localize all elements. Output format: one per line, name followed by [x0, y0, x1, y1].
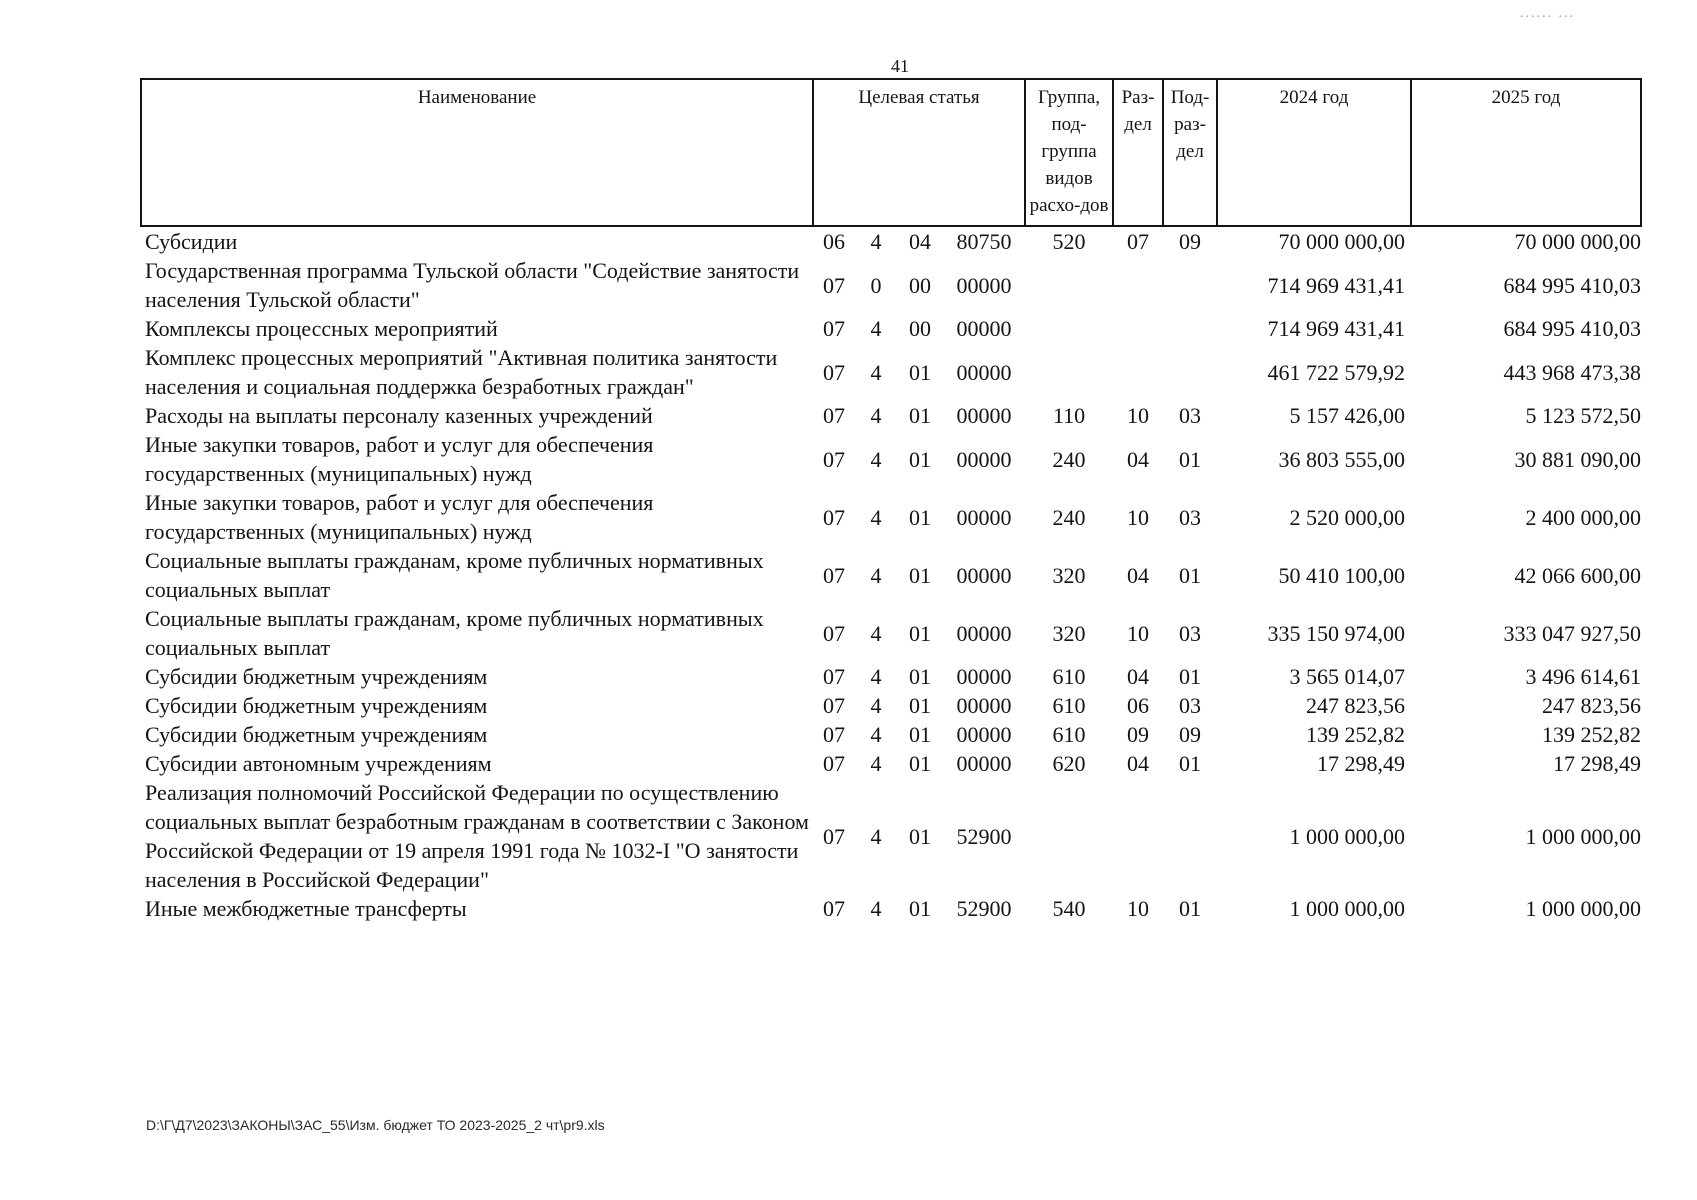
amount-2024: 461 722 579,92: [1267, 359, 1406, 385]
target-code-type: 4: [870, 620, 882, 646]
target-code-program: 07: [823, 403, 845, 428]
amount-2024: 714 969 431,41: [1267, 272, 1406, 298]
amount-2025: 684 995 410,03: [1503, 316, 1642, 341]
target-code-type: 4: [870, 229, 882, 254]
amount-2025: 443 968 473,38: [1503, 359, 1642, 385]
amount-2024: 36 803 555,00: [1278, 446, 1406, 472]
table-row: [141, 778, 1641, 894]
target-code-direction: 52900: [956, 896, 1012, 921]
target-code-type: 4: [870, 403, 882, 428]
target-code-direction: 00000: [956, 751, 1012, 776]
expense-group: 540: [1052, 896, 1086, 921]
amount-2024: 714 969 431,41: [1267, 316, 1406, 341]
target-code-program: 07: [823, 823, 845, 849]
target-code-program: 07: [823, 272, 845, 298]
page-number: 41: [891, 56, 909, 76]
target-code-program: 07: [823, 693, 845, 718]
header-name: Наименование: [141, 79, 813, 226]
target-code-subprogram: 01: [909, 562, 931, 588]
target-code-program: 07: [823, 722, 845, 747]
expense-group: 620: [1052, 751, 1086, 776]
amount-2024: 2 520 000,00: [1289, 504, 1406, 530]
section: 10: [1127, 403, 1150, 428]
target-code-program: 07: [823, 504, 845, 530]
table-row: [141, 894, 1641, 923]
amount-2025: 139 252,82: [1542, 722, 1642, 747]
section: [1113, 343, 1163, 401]
row-name: Комплексы процессных мероприятий: [145, 316, 498, 341]
table-row: [141, 546, 1641, 604]
target-code-type: 4: [870, 722, 882, 747]
target-code-subprogram: 01: [909, 896, 931, 921]
target-code-type: 4: [870, 751, 882, 776]
target-code-subprogram: 01: [909, 693, 931, 718]
target-code-direction: 00000: [956, 359, 1012, 385]
section: [1113, 778, 1163, 894]
row-name: Социальные выплаты гражданам, кроме публичных нормативных социальных выплат: [145, 606, 764, 660]
row-name: Социальные выплаты гражданам, кроме публичных нормативных социальных выплат: [145, 548, 764, 602]
top-corner-mark: ...... ...: [1520, 6, 1575, 21]
amount-2024: 335 150 974,00: [1267, 620, 1406, 646]
section: 10: [1127, 504, 1150, 530]
section: 10: [1127, 620, 1150, 646]
header-section: Раз-дел: [1113, 79, 1163, 226]
section: [1113, 256, 1163, 314]
target-code-subprogram: 01: [909, 620, 931, 646]
target-code-direction: 00000: [956, 504, 1012, 530]
subsection: 03: [1179, 693, 1202, 718]
header-year-2024: 2024 год: [1217, 79, 1411, 226]
target-code-type: 4: [870, 504, 882, 530]
expense-group: [1025, 314, 1113, 343]
header-subsection: Под-раз-дел: [1163, 79, 1217, 226]
target-code-type: 4: [870, 316, 882, 341]
amount-2025: 5 123 572,50: [1525, 403, 1642, 428]
target-code-direction: 00000: [956, 664, 1012, 689]
amount-2024: 50 410 100,00: [1278, 562, 1406, 588]
amount-2025: 17 298,49: [1553, 751, 1642, 776]
table-row: [141, 720, 1641, 749]
section: 10: [1127, 896, 1150, 921]
subsection: [1163, 343, 1217, 401]
amount-2025: 684 995 410,03: [1503, 272, 1642, 298]
row-name: Реализация полномочий Российской Федерации по осуществлению социальных выплат безработным гражданам в соответствии с Законом Российской Федерации от 19 апреля 1991 года № 1032-I "О занятости населения в Российской Федерации": [145, 780, 809, 892]
subsection: 01: [1179, 751, 1202, 776]
amount-2024: 139 252,82: [1306, 722, 1406, 747]
row-name: Государственная программа Тульской области "Содействие занятости населения Тульской области": [145, 258, 800, 312]
amount-2024: 3 565 014,07: [1289, 664, 1406, 689]
target-code-program: 07: [823, 896, 845, 921]
target-code-direction: 00000: [956, 316, 1012, 341]
table-row: [141, 226, 1641, 256]
target-code-direction: 00000: [956, 403, 1012, 428]
amount-2025: 1 000 000,00: [1525, 823, 1642, 849]
subsection: [1163, 778, 1217, 894]
row-name: Иные межбюджетные трансферты: [145, 896, 467, 921]
target-code-type: 4: [870, 823, 882, 849]
expense-group: 320: [1052, 620, 1086, 646]
section: 04: [1127, 664, 1150, 689]
table-row: [141, 314, 1641, 343]
amount-2025: 1 000 000,00: [1525, 896, 1642, 921]
target-code-program: 07: [823, 620, 845, 646]
target-code-type: 4: [870, 664, 882, 689]
target-code-direction: 00000: [956, 562, 1012, 588]
amount-2024: 247 823,56: [1306, 693, 1406, 718]
subsection: 03: [1179, 620, 1202, 646]
row-name: Субсидии автономным учреждениям: [145, 751, 492, 776]
target-code-type: 4: [870, 693, 882, 718]
amount-2025: 70 000 000,00: [1514, 229, 1642, 254]
target-code-type: 0: [870, 272, 882, 298]
subsection: 09: [1179, 722, 1202, 747]
target-code-type: 4: [870, 562, 882, 588]
section: 06: [1127, 693, 1150, 718]
amount-2024: 70 000 000,00: [1278, 229, 1406, 254]
target-code-direction: 00000: [956, 620, 1012, 646]
target-code-program: 07: [823, 751, 845, 776]
target-code-type: 4: [870, 896, 882, 921]
section: 04: [1127, 562, 1150, 588]
subsection: 03: [1179, 403, 1202, 428]
section: [1113, 314, 1163, 343]
subsection: 09: [1179, 229, 1202, 254]
row-name: Комплекс процессных мероприятий "Активная политика занятости населения и социальная поддержка безработных граждан": [145, 345, 778, 399]
table-row: [141, 749, 1641, 778]
expense-group: 320: [1052, 562, 1086, 588]
table-row: [141, 488, 1641, 546]
target-code-type: 4: [870, 446, 882, 472]
amount-2025: 42 066 600,00: [1514, 562, 1642, 588]
header-target-article: Целевая статья: [813, 79, 1025, 226]
expense-group: 610: [1052, 664, 1086, 689]
amount-2025: 247 823,56: [1542, 693, 1642, 718]
target-code-subprogram: 01: [909, 446, 931, 472]
target-code-type: 4: [870, 359, 882, 385]
subsection: [1163, 256, 1217, 314]
amount-2024: 17 298,49: [1317, 751, 1406, 776]
subsection: 01: [1179, 664, 1202, 689]
row-name: Субсидии: [145, 229, 238, 254]
target-code-direction: 52900: [956, 823, 1012, 849]
section: 04: [1127, 446, 1150, 472]
target-code-subprogram: 00: [909, 272, 931, 298]
target-code-program: 07: [823, 562, 845, 588]
target-code-subprogram: 01: [909, 664, 931, 689]
row-name: Иные закупки товаров, работ и услуг для обеспечения государственных (муниципальных) нужд: [145, 432, 654, 486]
table-body: [141, 226, 1641, 923]
section: 04: [1127, 751, 1150, 776]
target-code-subprogram: 04: [909, 229, 931, 254]
amount-2025: 3 496 614,61: [1525, 664, 1642, 689]
table-row: [141, 401, 1641, 430]
row-name: Расходы на выплаты персоналу казенных учреждений: [145, 403, 653, 428]
subsection: 01: [1179, 446, 1202, 472]
subsection: 03: [1179, 504, 1202, 530]
expense-group: [1025, 778, 1113, 894]
target-code-subprogram: 01: [909, 359, 931, 385]
target-code-program: 06: [823, 229, 845, 254]
section: 07: [1127, 229, 1150, 254]
table-row: [141, 662, 1641, 691]
target-code-subprogram: 01: [909, 504, 931, 530]
table-row: [141, 691, 1641, 720]
target-code-direction: 80750: [956, 229, 1012, 254]
amount-2025: 2 400 000,00: [1525, 504, 1642, 530]
expense-group: 240: [1052, 446, 1086, 472]
target-code-direction: 00000: [956, 446, 1012, 472]
row-name: Субсидии бюджетным учреждениям: [145, 693, 488, 718]
header-expense-group: Группа, под-группа видов расхо-дов: [1025, 79, 1113, 226]
amount-2024: 1 000 000,00: [1289, 823, 1406, 849]
target-code-subprogram: 01: [909, 403, 931, 428]
target-code-subprogram: 01: [909, 751, 931, 776]
budget-table: [140, 78, 1642, 923]
amount-2024: 5 157 426,00: [1289, 403, 1406, 428]
header-year-2025: 2025 год: [1411, 79, 1641, 226]
expense-group: 240: [1052, 504, 1086, 530]
target-code-program: 07: [823, 359, 845, 385]
row-name: Субсидии бюджетным учреждениям: [145, 664, 488, 689]
section: 09: [1127, 722, 1150, 747]
target-code-subprogram: 01: [909, 722, 931, 747]
row-name: Иные закупки товаров, работ и услуг для обеспечения государственных (муниципальных) нужд: [145, 490, 654, 544]
expense-group: [1025, 343, 1113, 401]
amount-2025: 30 881 090,00: [1514, 446, 1642, 472]
subsection: [1163, 314, 1217, 343]
table-header: [141, 79, 1641, 226]
target-code-direction: 00000: [956, 693, 1012, 718]
target-code-program: 07: [823, 316, 845, 341]
subsection: 01: [1179, 896, 1202, 921]
file-path-footer: D:\Г\Д7\2023\ЗАКОНЫ\ЗАС_55\Изм. бюджет ТО 2023-2025_2 чт\pr9.xls: [146, 1117, 605, 1133]
expense-group: 110: [1052, 403, 1086, 428]
expense-group: 520: [1052, 229, 1086, 254]
target-code-program: 07: [823, 446, 845, 472]
target-code-program: 07: [823, 664, 845, 689]
table-row: [141, 604, 1641, 662]
target-code-direction: 00000: [956, 722, 1012, 747]
expense-group: 610: [1052, 722, 1086, 747]
amount-2025: 333 047 927,50: [1503, 620, 1642, 646]
target-code-subprogram: 00: [909, 316, 931, 341]
expense-group: [1025, 256, 1113, 314]
target-code-subprogram: 01: [909, 823, 931, 849]
amount-2024: 1 000 000,00: [1289, 896, 1406, 921]
subsection: 01: [1179, 562, 1202, 588]
table-row: [141, 343, 1641, 401]
target-code-direction: 00000: [956, 272, 1012, 298]
table-row: [141, 430, 1641, 488]
expense-group: 610: [1052, 693, 1086, 718]
row-name: Субсидии бюджетным учреждениям: [145, 722, 488, 747]
table-row: [141, 256, 1641, 314]
